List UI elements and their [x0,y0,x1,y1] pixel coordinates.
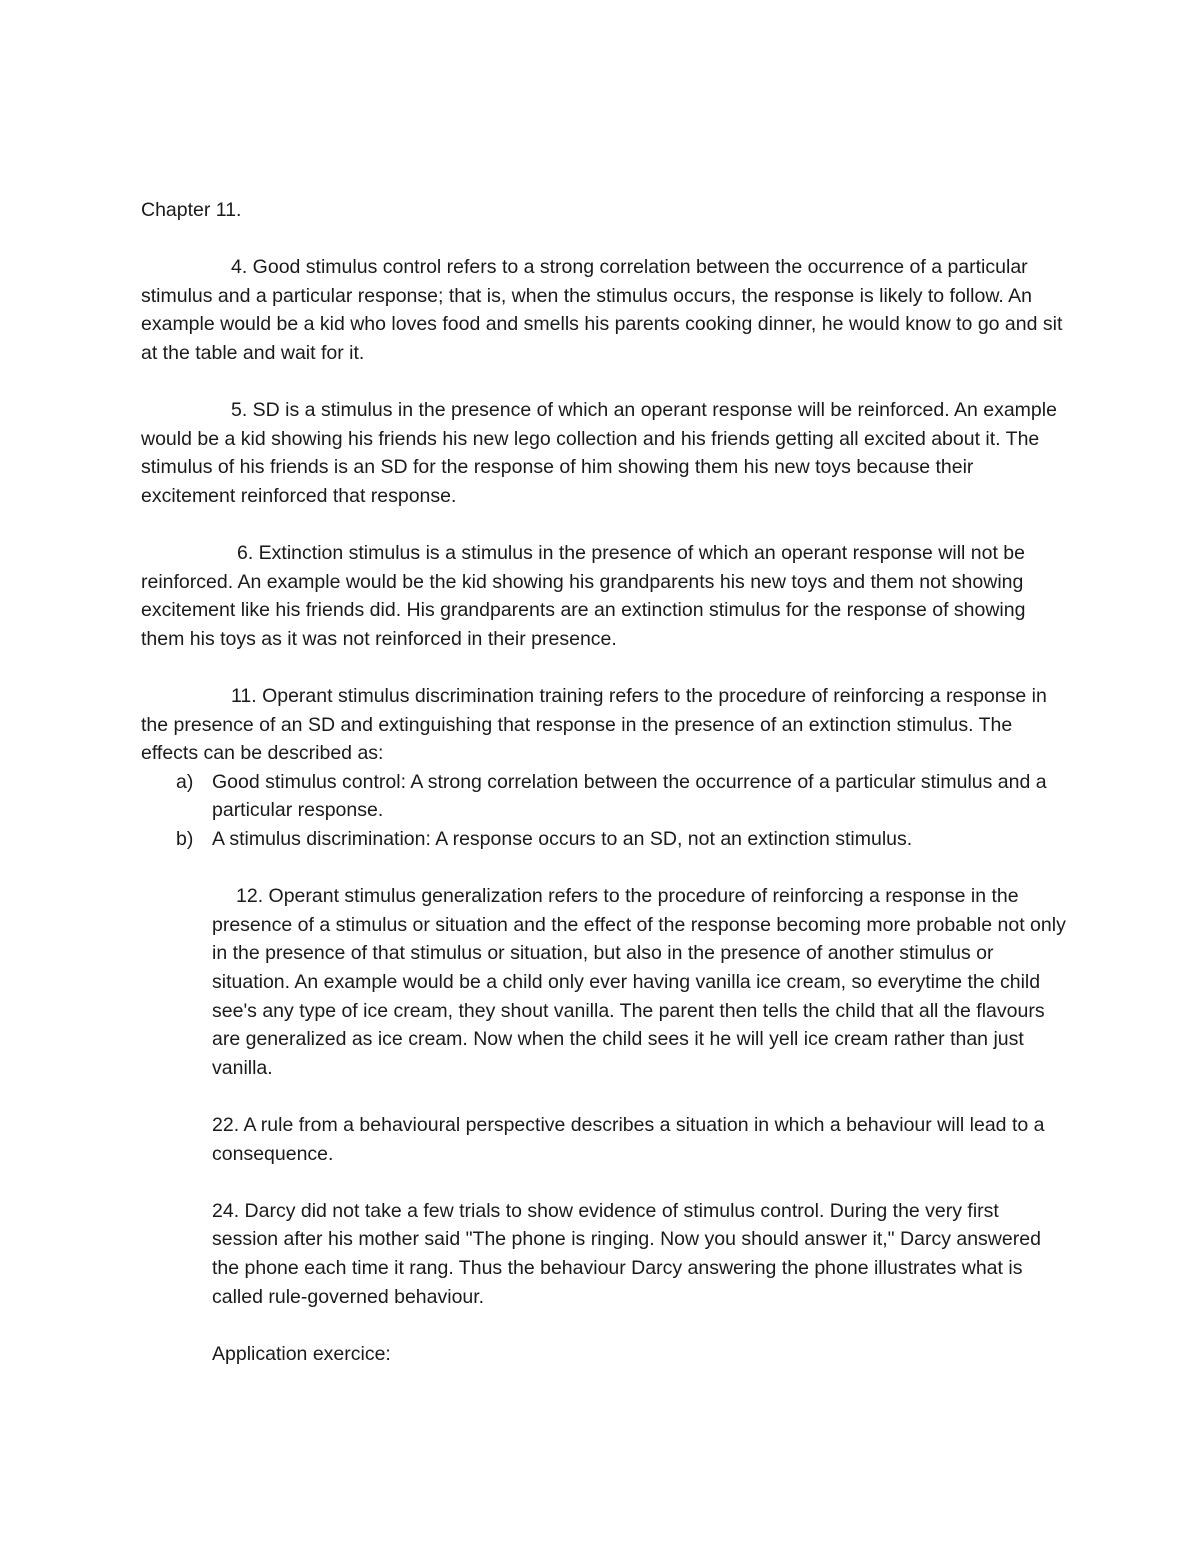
answer-6: 6. Extinction stimulus is a stimulus in the presence of which an operant response will not be reinforced. An example would be the kid showing his grandparents his new toys and them not showing excitement like his friends did. His grandparents are an extinction stimulus for the response of showing them his toys as it was not reinforced in their presence. [141,542,1026,650]
effects-list [141,768,1066,854]
answer-11: 11. Operant stimulus discrimination training refers to the procedure of reinforcing a response in the presence of an SD and extinguishing that response in the presence of an extinction stimulus. The effects can be described as: [141,685,1047,765]
application-exercise-heading: Application exercice: [212,1342,391,1365]
list-marker: a) [176,770,194,793]
list-item [141,825,1066,854]
answer-5: 5. SD is a stimulus in the presence of which an operant response will be reinforced. An example would be a kid showing his friends his new lego collection and his friends getting all excited about it. The stimulus of his friends is an SD for the response of him showing them his new toys because their excitement reinforced that response. [141,399,1057,507]
list-marker: b) [176,828,194,851]
answer-22: 22. A rule from a behavioural perspective describes a situation in which a behaviour will lead to a consequence. [212,1114,1045,1165]
document-body [141,196,1066,1397]
answer-24: 24. Darcy did not take a few trials to show evidence of stimulus control. During the very first session after his mother said "The phone is ringing. Now you should answer it," Darcy answered the phone each time it rang. Thus the behaviour Darcy answering the phone illustrates what is called rule-governed behaviour. [212,1199,1041,1308]
list-item-text: A stimulus discrimination: A response occurs to an SD, not an extinction stimulus. [212,828,913,851]
answer-12: 12. Operant stimulus generalization refers to the procedure of reinforcing a response in the presence of a stimulus or situation and the effect of the response becoming more probable not only in the presence of that stimulus or situation, but also in the presence of another stimulus or situation. An example would be a child only ever having vanilla ice cream, so everytime the child see's any type of ice cream, they shout vanilla. The parent then tells the child that all the flavours are generalized as ice cream. Now when the child sees it he will yell ice cream rather than just vanilla. [212,885,1066,1079]
answer-4: 4. Good stimulus control refers to a strong correlation between the occurrence of a particular stimulus and a particular response; that is, when the stimulus occurs, the response is likely to follow. An example would be a kid who loves food and smells his parents cooking dinner, he would know to go and sit at the table and wait for it. [141,256,1063,364]
list-item-text: Good stimulus control: A strong correlation between the occurrence of a particular stimulus and a particular response. [212,770,1047,822]
chapter-title: Chapter 11. [141,199,242,221]
list-item [141,768,1066,825]
